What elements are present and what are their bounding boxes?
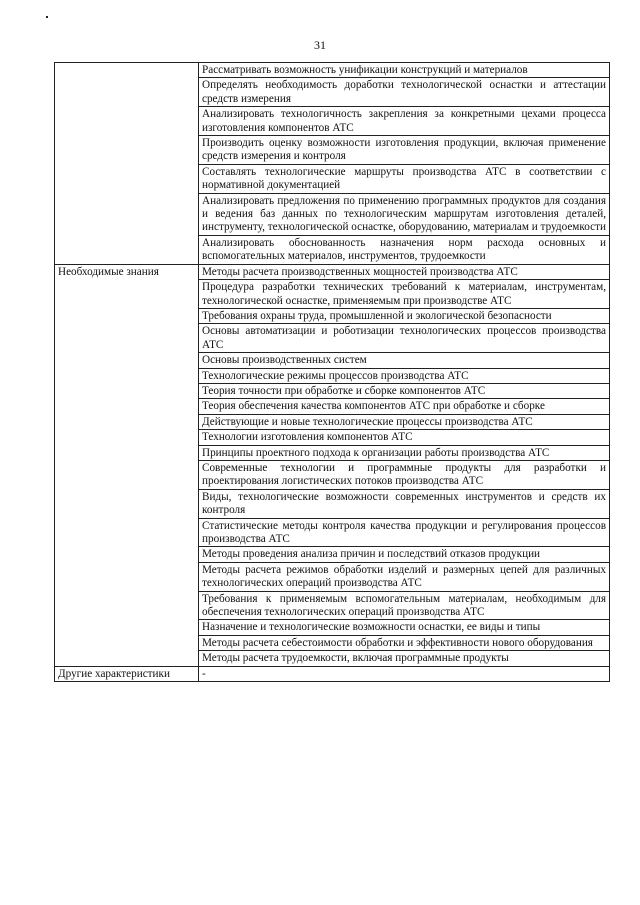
- competency-table: [54, 62, 610, 682]
- table-cell-item: Технологические режимы процессов производства АТС: [199, 368, 610, 383]
- scan-dot: [46, 16, 48, 18]
- table-row: [55, 666, 610, 681]
- table-cell-item: Требования охраны труда, промышленной и экологической безопасности: [199, 308, 610, 323]
- table-cell-item: Принципы проектного подхода к организации работы производства АТС: [199, 445, 610, 460]
- table-row: [55, 63, 610, 78]
- table-cell-item: Виды, технологические возможности современных инструментов и средств их контроля: [199, 489, 610, 518]
- table-cell-item: Современные технологии и программные продукты для разработки и проектирования логистических потоков производства АТС: [199, 460, 610, 489]
- table-cell-item: Методы расчета себестоимости обработки и эффективности нового оборудования: [199, 635, 610, 650]
- table-row: [55, 264, 610, 279]
- table-cell-item: Назначение и технологические возможности оснастки, ее виды и типы: [199, 620, 610, 635]
- table-cell-item: Анализировать предложения по применению программных продуктов для создания и ведения баз данных по технологическим маршрутам изготовления деталей, инструменту, технологической оснастке, оборудованию, материалам и трудоемкости: [199, 193, 610, 235]
- table-cell-item: Рассматривать возможность унификации конструкций и материалов: [199, 63, 610, 78]
- table-cell-item: Составлять технологические маршруты производства АТС в соответствии с нормативной документацией: [199, 164, 610, 193]
- table-cell-item: Производить оценку возможности изготовления продукции, включая применение средств измерения и контроля: [199, 136, 610, 165]
- table-cell-item: Определять необходимость доработки технологической оснастки и аттестации средств измерения: [199, 78, 610, 107]
- table-cell-item: Технологии изготовления компонентов АТС: [199, 430, 610, 445]
- table-cell-item: Статистические методы контроля качества продукции и регулирования процессов производства АТС: [199, 518, 610, 547]
- table-cell-item: Теория точности при обработке и сборке компонентов АТС: [199, 383, 610, 398]
- skills-label-cell: [55, 63, 199, 265]
- table-cell-item: Анализировать технологичность закрепления за конкретными цехами процесса изготовления компонентов АТС: [199, 107, 610, 136]
- page-number: 31: [314, 38, 326, 52]
- table-cell-item: Анализировать обоснованность назначения норм расхода основных и вспомогательных материалов, инструментов, трудоемкости: [199, 235, 610, 264]
- table-cell-item: Действующие и новые технологические процессы производства АТС: [199, 414, 610, 429]
- table-cell-item: Основы производственных систем: [199, 353, 610, 368]
- table-cell-item: Процедура разработки технических требований к материалам, инструментам, технологической оснастке, применяемым при производстве АТС: [199, 280, 610, 309]
- table-cell-item: Методы расчета производственных мощностей производства АТС: [199, 264, 610, 279]
- knowledge-label-cell: Необходимые знания: [55, 264, 199, 666]
- table-cell-item: Методы проведения анализа причин и последствий отказов продукции: [199, 547, 610, 562]
- table-body: [55, 63, 610, 682]
- table-cell-item: Теория обеспечения качества компонентов АТС при обработке и сборке: [199, 399, 610, 414]
- table-cell-item: Требования к применяемым вспомогательным материалам, необходимым для обеспечения технологических операций производства АТС: [199, 591, 610, 620]
- table-cell-item: Методы расчета режимов обработки изделий и размерных цепей для различных технологических операций производства АТС: [199, 562, 610, 591]
- other-label-cell: Другие характеристики: [55, 666, 199, 681]
- table-cell-item: Методы расчета трудоемкости, включая программные продукты: [199, 651, 610, 666]
- table-cell-item: Основы автоматизации и роботизации технологических процессов производства АТС: [199, 324, 610, 353]
- table-cell-item: -: [199, 666, 610, 681]
